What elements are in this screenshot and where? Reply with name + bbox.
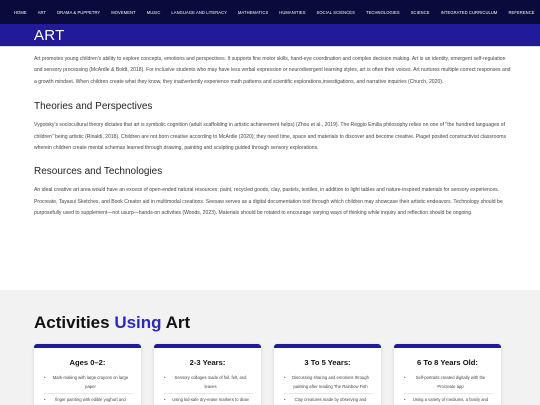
nav-link-music[interactable]: MUSIC [146, 9, 161, 15]
divider [404, 393, 493, 394]
page-title: ART [34, 27, 65, 44]
activities-title-subject: Art [165, 313, 191, 332]
page-title-banner [0, 24, 540, 47]
activity-card-ages-2-3 [154, 344, 261, 405]
activities-section [0, 290, 540, 405]
nav-link-science[interactable]: SCIENCE [410, 9, 430, 15]
nav-link-humanities[interactable]: HUMANITIES [279, 9, 306, 15]
activity-list [154, 374, 261, 405]
activity-card-heading: 3 To 5 Years: [304, 358, 351, 367]
theories-paragraph: Vygotsky's sociocultural theory dictates that art is symbolic cognition (adult scaffolding in artistic achievement helps) (Zhou et al., 2019). The Reggio Emilia philosophy relies on one of "the hundred languages of children" being artistic (Rinaldi, 2018). Children are not born creative according to McArdle (2020); they need time, space and materials to discover and become creative. Piaget posited constructivist classrooms wherein children create mental schemas learned through drawing, painting and sculpting guided through sensory explorations. [34, 122, 507, 152]
activity-item: • Using kid-safe dry-erase markers to draw [164, 396, 253, 405]
activity-list [394, 374, 501, 405]
intro-paragraph: Art promotes young children's ability to explore concepts, emotions and perspectives. It supports fine motor skills, hand-eye coordination and complex decision making. Art is an identity, emergent self-regulation and sensory processing (McArdle & Boldt, 2018). For inclusive students who may have less verbal expression or neurodivergent learning styles, art is often their voices. Art nurtures multiple correct responses and a growth mindset. When children create what they know, they inadvertently experience math patterns and scientific explorations,investigations, and narrative inquiries (Church, 2020). [34, 56, 511, 85]
nav-link-home[interactable]: HOME [14, 9, 27, 15]
activity-list [34, 374, 141, 405]
activity-card-ages-6-8 [394, 344, 501, 405]
activity-item: • Discussing sharing and emotions through painting after reading The Rainbow Fish [284, 374, 373, 391]
activity-item: • finger painting with edible yoghurt and [44, 396, 133, 405]
activity-card-heading: Ages 0–2: [69, 358, 106, 367]
activity-item: • Mark-making with large crayons on large paper [44, 374, 133, 391]
divider [44, 393, 133, 394]
nav-link-movement[interactable]: MOVEMENT [111, 9, 136, 15]
divider [164, 393, 253, 394]
activity-list [274, 374, 381, 405]
nav-link-drama-puppetry[interactable]: DRAMA & PUPPETRY [57, 9, 101, 15]
nav-link-reference[interactable]: REFERENCE [508, 9, 535, 15]
theories-heading: Theories and Perspectives [34, 101, 153, 113]
activities-title-word: Activities [34, 313, 110, 332]
activity-item: • Sensory collages made of foil, felt, and leaves [164, 374, 253, 391]
nav-link-technologies[interactable]: TECHNOLOGIES [365, 9, 400, 15]
nav-link-mathematics[interactable]: MATHEMATICS [237, 9, 269, 15]
nav-link-integrated-curriculum[interactable]: INTEGRATED CURRICULUM [440, 9, 498, 15]
divider [284, 393, 373, 394]
top-navigation [0, 0, 540, 24]
activity-card-ages-0-2 [34, 344, 141, 405]
activities-title [34, 313, 190, 333]
activity-item: • Clay creatures made by observing and [284, 396, 373, 405]
nav-link-art[interactable]: ART [37, 9, 47, 15]
nav-link-social-sciences[interactable]: SOCIAL SCIENCES [316, 9, 355, 15]
resources-paragraph: An ideal creative art area would have an excess of open-ended natural resources: paint, recycled goods, clay, pastels, textiles, in addition to light tables and nature-inspired materials for sensory experiences. Procreate, Tayasui Sketches, and Book Creator aid in multimodal creations. Seesaw serves as a digital documentation tool through which children may showcase their artistic endeavors. Technology should be purposefully used to supplement—not usurp—hands-on activities (Woods, 2023). Materials should be rotated to encourage varying ways of thinking while inquiry and reflection should be ongoing. [34, 187, 503, 217]
activity-item: • Using a variety of mediums, a family and [404, 396, 493, 405]
main-content [34, 50, 512, 220]
activity-item: • Self-portraits created digitally with the Procreate app [404, 374, 493, 391]
activity-card-ages-3-5 [274, 344, 381, 405]
resources-heading: Resources and Technologies [34, 166, 163, 178]
activity-card-heading: 2-3 Years: [189, 358, 226, 367]
nav-link-language-literacy[interactable]: LANGUAGE AND LITERACY [171, 9, 227, 15]
activities-title-highlight: Using [114, 313, 162, 332]
activity-card-heading: 6 To 8 Years Old: [417, 358, 478, 367]
